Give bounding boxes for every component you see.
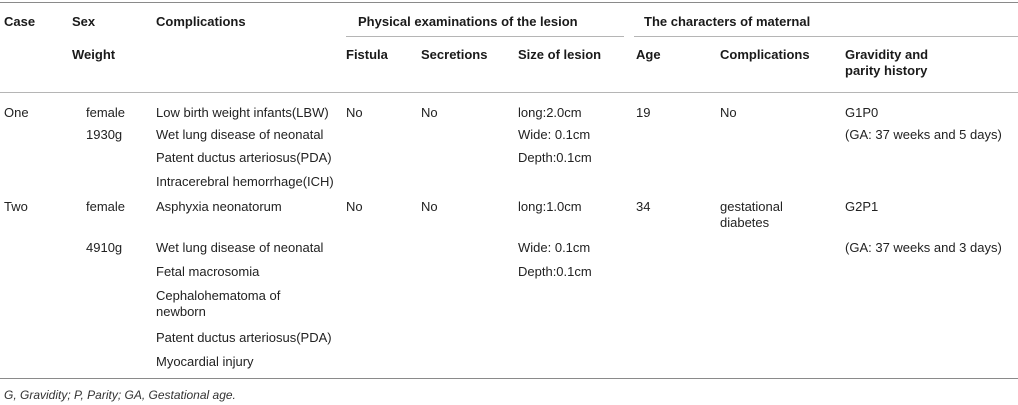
table-top-rule	[0, 2, 1018, 3]
row-complication: Low birth weight infants(LBW)	[156, 105, 329, 120]
row-complication: Fetal macrosomia	[156, 264, 260, 279]
row-size-long: long:2.0cm	[518, 105, 582, 120]
row-complication: Patent ductus arteriosus(PDA)	[156, 330, 332, 345]
table-footnote: G, Gravidity; P, Parity; GA, Gestational age.	[4, 388, 236, 402]
row-age: 34	[636, 199, 651, 214]
row-complication: Asphyxia neonatorum	[156, 199, 282, 214]
row-fistula: No	[346, 105, 363, 120]
maternal-group-rule	[634, 36, 1018, 37]
row-complication: Wet lung disease of neonatal	[156, 127, 324, 142]
row-complication: Myocardial injury	[156, 354, 254, 369]
row-size-long: long:1.0cm	[518, 199, 582, 214]
row-age: 19	[636, 105, 651, 120]
row-size-depth: Depth:0.1cm	[518, 264, 592, 279]
header-fistula: Fistula	[346, 47, 388, 62]
row-secretions: No	[421, 199, 438, 214]
header-weight: Weight	[72, 47, 116, 62]
row-size-depth: Depth:0.1cm	[518, 150, 592, 165]
header-maternal-complications: Complications	[720, 47, 810, 62]
row-case: Two	[4, 199, 28, 214]
row-sex: female	[86, 199, 126, 214]
row-gestational-age: (GA: 37 weeks and 3 days)	[845, 240, 1002, 255]
header-gravidity-parity: Gravidity and parity history	[845, 47, 929, 78]
table-bottom-rule	[0, 378, 1018, 379]
row-complication: Wet lung disease of neonatal	[156, 240, 324, 255]
row-weight: 1930g	[86, 127, 123, 142]
header-sex: Sex	[72, 14, 96, 29]
row-weight: 4910g	[86, 240, 123, 255]
row-gravidity-parity: G1P0	[845, 105, 879, 120]
row-fistula: No	[346, 199, 363, 214]
row-size-wide: Wide: 0.1cm	[518, 127, 591, 142]
row-complication: Patent ductus arteriosus(PDA)	[156, 150, 332, 165]
header-size-of-lesion: Size of lesion	[518, 47, 602, 62]
row-complication: Intracerebral hemorrhage(ICH)	[156, 174, 334, 189]
row-gravidity-parity: G2P1	[845, 199, 879, 214]
row-gestational-age: (GA: 37 weeks and 5 days)	[845, 127, 1002, 142]
row-sex: female	[86, 105, 126, 120]
row-size-wide: Wide: 0.1cm	[518, 240, 591, 255]
header-complications: Complications	[156, 14, 246, 29]
header-age: Age	[636, 47, 661, 62]
header-secretions: Secretions	[421, 47, 488, 62]
physical-group-rule	[346, 36, 624, 37]
header-case: Case	[4, 14, 36, 29]
row-maternal-complications: gestational diabetes	[720, 199, 783, 230]
header-bottom-rule	[0, 92, 1018, 93]
header-physical-group: Physical examinations of the lesion	[358, 14, 578, 29]
header-maternal-group: The characters of maternal	[644, 14, 811, 29]
row-secretions: No	[421, 105, 438, 120]
row-maternal-complications: No	[720, 105, 737, 120]
row-case: One	[4, 105, 29, 120]
row-complication: Cephalohematoma of newborn	[156, 288, 281, 319]
